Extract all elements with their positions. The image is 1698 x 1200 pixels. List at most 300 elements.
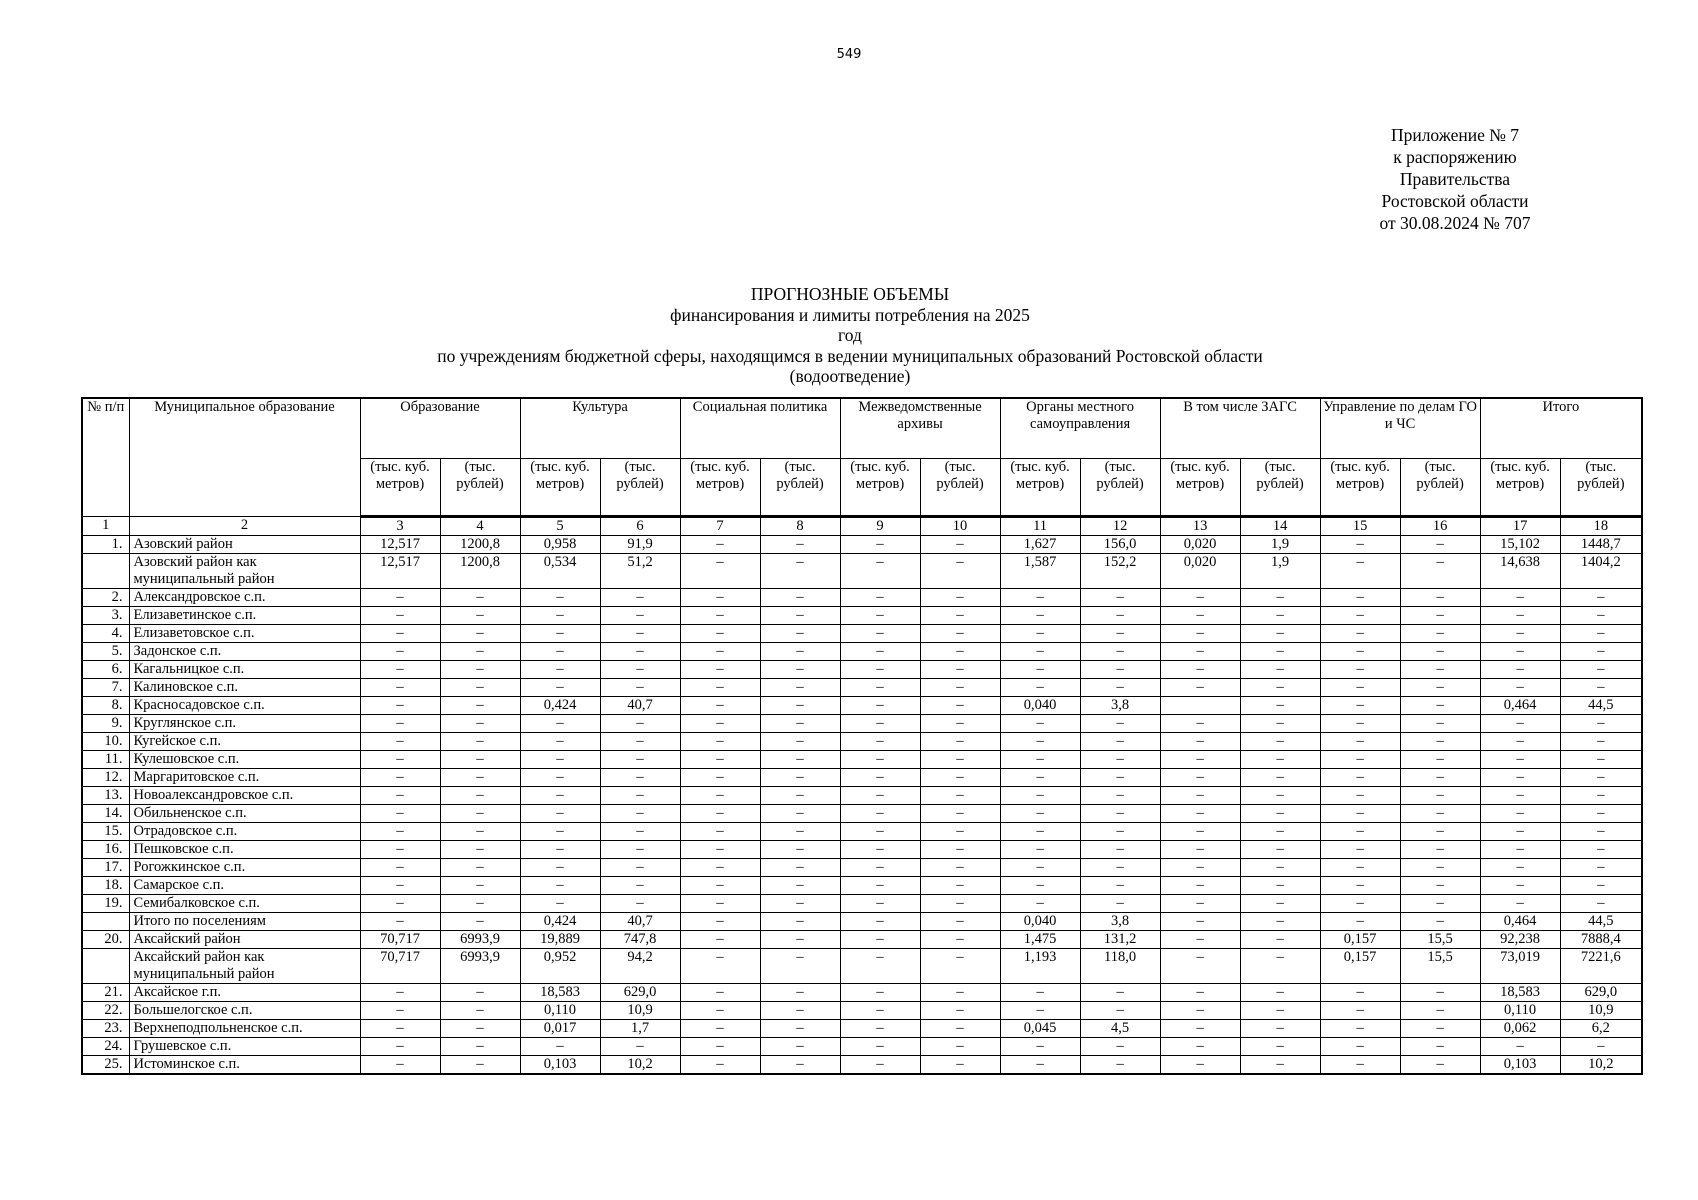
cell-value: – (1000, 786, 1080, 804)
cell-value: – (520, 642, 600, 660)
cell-value: – (1400, 822, 1480, 840)
cell-value: 1,9 (1240, 535, 1320, 553)
cell-value: 0,952 (520, 948, 600, 983)
cell-value: – (520, 804, 600, 822)
header-group: Органы местного самоуправления (1000, 398, 1160, 458)
cell-value: 0,464 (1480, 696, 1560, 714)
cell-value: – (760, 1037, 840, 1055)
cell-value: – (360, 750, 440, 768)
appendix-block (1360, 124, 1550, 234)
cell-value: – (1160, 1037, 1240, 1055)
cell-value: – (920, 588, 1000, 606)
row-number (82, 912, 129, 930)
cell-value: 15,5 (1400, 948, 1480, 983)
header-unit: (тыс. куб. метров) (1000, 458, 1080, 516)
cell-value: 0,020 (1160, 535, 1240, 553)
table-row (82, 624, 1642, 642)
cell-value: – (1240, 660, 1320, 678)
row-number: 15. (82, 822, 129, 840)
header-unit: (тыс. рублей) (440, 458, 520, 516)
municipality-name: Кагальницкое с.п. (129, 660, 360, 678)
cell-value: – (1080, 894, 1160, 912)
cell-value: 44,5 (1560, 696, 1642, 714)
cell-value: – (440, 822, 520, 840)
cell-value: – (840, 553, 920, 588)
cell-value: – (1400, 768, 1480, 786)
cell-value: 6,2 (1560, 1019, 1642, 1037)
cell-value: – (1160, 804, 1240, 822)
cell-value: – (440, 768, 520, 786)
cell-value: – (920, 930, 1000, 948)
cell-value: – (680, 1055, 760, 1074)
table-row (82, 1019, 1642, 1037)
cell-value: – (1080, 1055, 1160, 1074)
cell-value: – (840, 804, 920, 822)
cell-value: 92,238 (1480, 930, 1560, 948)
cell-value: 1,587 (1000, 553, 1080, 588)
row-number: 25. (82, 1055, 129, 1074)
cell-value: – (1160, 930, 1240, 948)
cell-value: – (1400, 606, 1480, 624)
cell-value: – (1400, 588, 1480, 606)
cell-value: – (920, 624, 1000, 642)
cell-value: – (680, 840, 760, 858)
cell-value: – (440, 624, 520, 642)
header-group: Культура (520, 398, 680, 458)
cell-value: – (680, 1001, 760, 1019)
cell-value: – (1080, 822, 1160, 840)
cell-value: – (760, 876, 840, 894)
municipality-name: Маргаритовское с.п. (129, 768, 360, 786)
cell-value: – (680, 588, 760, 606)
cell-value: 0,103 (1480, 1055, 1560, 1074)
row-number: 9. (82, 714, 129, 732)
cell-value: – (1560, 606, 1642, 624)
cell-value: 131,2 (1080, 930, 1160, 948)
cell-value: 0,040 (1000, 912, 1080, 930)
row-number: 2. (82, 588, 129, 606)
cell-value: 1448,7 (1560, 535, 1642, 553)
cell-value: – (1240, 606, 1320, 624)
cell-value: – (1160, 948, 1240, 983)
cell-value: 15,102 (1480, 535, 1560, 553)
cell-value: – (1240, 642, 1320, 660)
cell-value: – (1480, 1037, 1560, 1055)
cell-value: – (440, 696, 520, 714)
cell-value: – (760, 714, 840, 732)
cell-value: – (1080, 588, 1160, 606)
title-line: (водоотведение) (789, 366, 911, 386)
row-number: 8. (82, 696, 129, 714)
table-row (82, 786, 1642, 804)
cell-value: 0,017 (520, 1019, 600, 1037)
row-number: 18. (82, 876, 129, 894)
cell-value: – (520, 660, 600, 678)
cell-value: – (920, 876, 1000, 894)
cell-value: – (520, 768, 600, 786)
cell-value: – (680, 535, 760, 553)
cell-value: – (760, 948, 840, 983)
table-row (82, 768, 1642, 786)
cell-value: – (600, 894, 680, 912)
row-number: 23. (82, 1019, 129, 1037)
table-row (82, 858, 1642, 876)
municipality-name: Александровское с.п. (129, 588, 360, 606)
cell-value: – (1400, 732, 1480, 750)
municipality-name: Семибалковское с.п. (129, 894, 360, 912)
cell-value: – (1320, 786, 1400, 804)
cell-value: – (1480, 732, 1560, 750)
cell-value: – (360, 660, 440, 678)
municipality-name: Задонское с.п. (129, 642, 360, 660)
cell-value: – (920, 858, 1000, 876)
cell-value: – (1320, 588, 1400, 606)
header-unit: (тыс. куб. метров) (1480, 458, 1560, 516)
cell-value: 12,517 (360, 553, 440, 588)
cell-value: 51,2 (600, 553, 680, 588)
cell-value: 15,5 (1400, 930, 1480, 948)
row-number: 19. (82, 894, 129, 912)
cell-value: – (760, 983, 840, 1001)
row-number: 13. (82, 786, 129, 804)
cell-value: 0,534 (520, 553, 600, 588)
table-row (82, 606, 1642, 624)
cell-value: – (760, 535, 840, 553)
cell-value: – (1080, 768, 1160, 786)
cell-value: – (360, 768, 440, 786)
cell-value: 40,7 (600, 912, 680, 930)
cell-value: – (520, 840, 600, 858)
cell-value: – (440, 606, 520, 624)
cell-value: – (760, 804, 840, 822)
cell-value: – (1000, 1001, 1080, 1019)
cell-value: 70,717 (360, 930, 440, 948)
cell-value: – (1400, 678, 1480, 696)
title-line: ПРОГНОЗНЫЕ ОБЪЕМЫ (750, 284, 950, 304)
cell-value: – (440, 858, 520, 876)
title-line: финансирования и лимиты потребления на 2025 (670, 304, 1030, 325)
cell-value: – (360, 912, 440, 930)
municipality-name: Красносадовское с.п. (129, 696, 360, 714)
table-row (82, 894, 1642, 912)
cell-value: 70,717 (360, 948, 440, 983)
cell-value: – (920, 750, 1000, 768)
appendix-line: от 30.08.2024 № 707 (1379, 213, 1531, 233)
column-number: 4 (440, 516, 520, 535)
cell-value: – (680, 732, 760, 750)
cell-value: 10,2 (600, 1055, 680, 1074)
cell-value: – (1320, 822, 1400, 840)
cell-value: 1,9 (1240, 553, 1320, 588)
cell-value: – (680, 606, 760, 624)
cell-value: – (1560, 804, 1642, 822)
cell-value: – (1160, 660, 1240, 678)
table-row (82, 732, 1642, 750)
cell-value: – (1400, 1055, 1480, 1074)
cell-value: – (1560, 858, 1642, 876)
cell-value: – (920, 642, 1000, 660)
cell-value: – (1320, 1001, 1400, 1019)
cell-value: – (680, 983, 760, 1001)
cell-value: – (1400, 553, 1480, 588)
cell-value: – (1560, 786, 1642, 804)
header-group: Управление по делам ГО и ЧС (1320, 398, 1480, 458)
cell-value: 1200,8 (440, 535, 520, 553)
cell-value: 4,5 (1080, 1019, 1160, 1037)
cell-value: 0,062 (1480, 1019, 1560, 1037)
table-row (82, 750, 1642, 768)
column-number: 16 (1400, 516, 1480, 535)
cell-value: – (1560, 894, 1642, 912)
table-row (82, 696, 1642, 714)
cell-value: – (1400, 894, 1480, 912)
cell-value: – (840, 696, 920, 714)
cell-value: – (1160, 786, 1240, 804)
table-row (82, 948, 1642, 983)
cell-value: – (520, 678, 600, 696)
cell-value: 0,020 (1160, 553, 1240, 588)
municipality-name: Аксайское г.п. (129, 983, 360, 1001)
table-row (82, 1001, 1642, 1019)
title-line: по учреждениям бюджетной сферы, находящимся в ведении муниципальных образований Ростовской области (437, 345, 1263, 366)
cell-value: – (1560, 678, 1642, 696)
cell-value: 7888,4 (1560, 930, 1642, 948)
cell-value: – (1240, 696, 1320, 714)
cell-value: – (680, 822, 760, 840)
header-group: Межведомственные архивы (840, 398, 1000, 458)
page-number: 549 (836, 47, 862, 62)
municipality-name: Рогожкинское с.п. (129, 858, 360, 876)
cell-value: – (1400, 535, 1480, 553)
municipality-name: Елизаветинское с.п. (129, 606, 360, 624)
cell-value: 94,2 (600, 948, 680, 983)
cell-value: – (440, 804, 520, 822)
cell-value: – (1160, 642, 1240, 660)
cell-value: – (600, 768, 680, 786)
cell-value: – (1240, 1001, 1320, 1019)
cell-value: 0,110 (1480, 1001, 1560, 1019)
cell-value: 0,157 (1320, 948, 1400, 983)
row-number: 5. (82, 642, 129, 660)
cell-value: – (1240, 894, 1320, 912)
column-number: 1 (82, 516, 129, 535)
cell-value: – (680, 786, 760, 804)
cell-value: – (840, 732, 920, 750)
cell-value: – (760, 912, 840, 930)
cell-value: – (1320, 535, 1400, 553)
municipality-name: Елизаветовское с.п. (129, 624, 360, 642)
cell-value: – (440, 983, 520, 1001)
cell-value: 152,2 (1080, 553, 1160, 588)
column-number: 3 (360, 516, 440, 535)
cell-value: 0,464 (1480, 912, 1560, 930)
cell-value: – (1240, 822, 1320, 840)
cell-value: – (680, 750, 760, 768)
cell-value: – (1240, 912, 1320, 930)
cell-value: – (840, 912, 920, 930)
cell-value: – (1480, 804, 1560, 822)
cell-value: – (840, 768, 920, 786)
cell-value: – (1000, 588, 1080, 606)
cell-value: – (1480, 876, 1560, 894)
municipality-name: Кугейское с.п. (129, 732, 360, 750)
cell-value: – (920, 768, 1000, 786)
cell-value: – (1400, 983, 1480, 1001)
municipality-name: Круглянское с.п. (129, 714, 360, 732)
cell-value: – (520, 858, 600, 876)
cell-value: – (680, 930, 760, 948)
cell-value: – (920, 553, 1000, 588)
cell-value: 6993,9 (440, 930, 520, 948)
cell-value: – (1160, 588, 1240, 606)
cell-value: – (440, 1055, 520, 1074)
cell-value: – (600, 858, 680, 876)
cell-value: – (1080, 1001, 1160, 1019)
cell-value: – (440, 786, 520, 804)
cell-value: – (1240, 1055, 1320, 1074)
municipality-name: Азовский район как муниципальный район (129, 553, 360, 588)
appendix-line: Ростовской области (1381, 191, 1529, 211)
cell-value: – (760, 678, 840, 696)
cell-value: – (1000, 858, 1080, 876)
column-number: 15 (1320, 516, 1400, 535)
table-row (82, 912, 1642, 930)
cell-value: – (760, 588, 840, 606)
municipality-name: Аксайский район как муниципальный район (129, 948, 360, 983)
cell-value: 3,8 (1080, 696, 1160, 714)
cell-value: 1200,8 (440, 553, 520, 588)
cell-value: – (840, 624, 920, 642)
cell-value: – (440, 588, 520, 606)
cell-value: – (520, 786, 600, 804)
cell-value: – (1000, 642, 1080, 660)
cell-value: – (1240, 588, 1320, 606)
cell-value: – (1400, 1001, 1480, 1019)
cell-value: – (680, 804, 760, 822)
cell-value: 0,157 (1320, 930, 1400, 948)
cell-value: – (1480, 678, 1560, 696)
cell-value: – (600, 1037, 680, 1055)
cell-value: – (1000, 983, 1080, 1001)
municipality-name: Большелогское с.п. (129, 1001, 360, 1019)
column-number: 9 (840, 516, 920, 535)
cell-value: – (360, 588, 440, 606)
cell-value: – (1400, 786, 1480, 804)
cell-value: 629,0 (1560, 983, 1642, 1001)
cell-value: 10,9 (600, 1001, 680, 1019)
cell-value: – (1480, 714, 1560, 732)
cell-value: – (760, 858, 840, 876)
cell-value: – (920, 1055, 1000, 1074)
cell-value: 0,040 (1000, 696, 1080, 714)
appendix-line: к распоряжению (1393, 147, 1517, 167)
table-row (82, 660, 1642, 678)
cell-value: – (680, 876, 760, 894)
cell-value: – (1320, 876, 1400, 894)
cell-value: – (760, 894, 840, 912)
cell-value: – (760, 642, 840, 660)
cell-value: – (600, 876, 680, 894)
cell-value: – (1000, 768, 1080, 786)
cell-value: – (600, 750, 680, 768)
municipality-name: Грушевское с.п. (129, 1037, 360, 1055)
cell-value (1160, 696, 1240, 714)
cell-value: – (840, 750, 920, 768)
cell-value: – (1560, 660, 1642, 678)
cell-value: – (1560, 822, 1642, 840)
cell-value: – (680, 1019, 760, 1037)
cell-value: – (920, 1001, 1000, 1019)
table-row (82, 588, 1642, 606)
column-number: 2 (129, 516, 360, 535)
cell-value: – (680, 912, 760, 930)
cell-value: – (600, 714, 680, 732)
table-row (82, 840, 1642, 858)
header-unit: (тыс. рублей) (1240, 458, 1320, 516)
cell-value: – (1080, 606, 1160, 624)
cell-value: – (1320, 858, 1400, 876)
cell-value: – (1400, 1019, 1480, 1037)
cell-value: – (1320, 912, 1400, 930)
cell-value: – (1080, 876, 1160, 894)
cell-value: – (440, 1037, 520, 1055)
cell-value: 118,0 (1080, 948, 1160, 983)
cell-value: – (840, 714, 920, 732)
cell-value: – (440, 678, 520, 696)
cell-value: – (920, 1019, 1000, 1037)
row-number: 14. (82, 804, 129, 822)
cell-value: 44,5 (1560, 912, 1642, 930)
cell-value: – (1080, 983, 1160, 1001)
column-number: 12 (1080, 516, 1160, 535)
cell-value: – (760, 660, 840, 678)
cell-value: – (440, 642, 520, 660)
row-number: 21. (82, 983, 129, 1001)
cell-value: – (840, 858, 920, 876)
cell-value: – (1000, 660, 1080, 678)
cell-value: – (360, 858, 440, 876)
cell-value: – (1080, 642, 1160, 660)
row-number (82, 948, 129, 983)
cell-value: – (520, 894, 600, 912)
cell-value: – (680, 894, 760, 912)
cell-value: – (920, 535, 1000, 553)
cell-value: 12,517 (360, 535, 440, 553)
municipality-name: Самарское с.п. (129, 876, 360, 894)
cell-value: – (360, 786, 440, 804)
cell-value: – (1480, 840, 1560, 858)
cell-value: 1404,2 (1560, 553, 1642, 588)
header-unit: (тыс. куб. метров) (520, 458, 600, 516)
cell-value: 156,0 (1080, 535, 1160, 553)
cell-value: – (1480, 750, 1560, 768)
column-number: 8 (760, 516, 840, 535)
cell-value: – (600, 678, 680, 696)
cell-value: – (1080, 678, 1160, 696)
cell-value: – (920, 660, 1000, 678)
header-unit: (тыс. куб. метров) (680, 458, 760, 516)
cell-value: – (1560, 750, 1642, 768)
cell-value: – (1240, 714, 1320, 732)
cell-value: – (840, 840, 920, 858)
header-unit: (тыс. куб. метров) (840, 458, 920, 516)
cell-value: – (1080, 786, 1160, 804)
cell-value: – (680, 624, 760, 642)
cell-value: – (840, 876, 920, 894)
cell-value: – (1480, 894, 1560, 912)
cell-value: – (1160, 750, 1240, 768)
cell-value: – (840, 930, 920, 948)
